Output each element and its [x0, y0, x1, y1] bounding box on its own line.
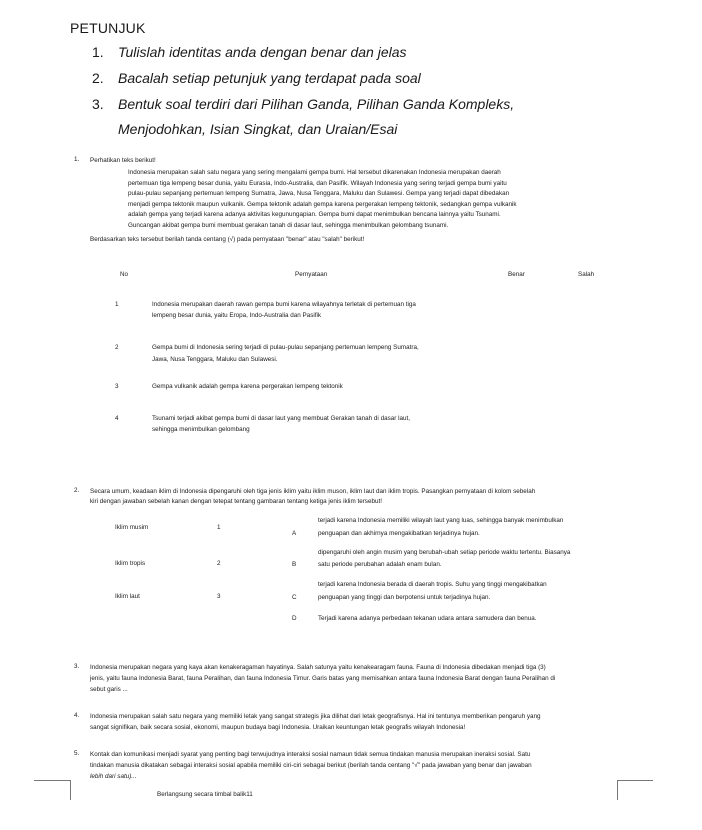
page-title: PETUNJUK [70, 20, 146, 36]
q1-row-text: Gempa bumi di Indonesia sering terjadi di pulau-pulau sepanjang pertemuan lempeng Sumatra, [152, 344, 419, 351]
q2-right-text: penguapan yang tinggi dan berpotensi untuk terjadinya hujan. [318, 594, 491, 601]
q2-right-letter: D [292, 615, 297, 622]
q2-intro-line: kiri dengan jawaban sebelah kanan dengan tetepat tentang gambaran tentang ketiga jenis iklim tersebut! [90, 498, 382, 505]
q2-left-label: Iklim musim [115, 524, 149, 531]
q1-paragraph-line: menjadi gempa tektonik maupun vulkanik. Gempa tektonik adalah gempa karena pergerakan lempeng tektonik, sedangkan gempa vulkanik [128, 200, 517, 208]
q1-instruction: Berdasarkan teks tersebut berilah tanda centang (√) pada pernyataan "benar" atau "salah" berikut! [90, 236, 365, 243]
instruction-2-text: Bacalah setiap petunjuk yang terdapat pada soal [118, 70, 421, 86]
q2-left-label: Iklim tropis [115, 560, 146, 567]
instruction-3-text: Bentuk soal terdiri dari Pilihan Ganda, Pilihan Ganda Kompleks, [118, 96, 515, 112]
corner-mark-left-top [34, 780, 70, 781]
instruction-2-num: 2. [92, 70, 104, 86]
q1-number: 1. [74, 156, 80, 163]
q2-left-number: 2 [217, 560, 221, 567]
instruction-2 [92, 70, 421, 86]
q5-number: 5. [74, 750, 80, 757]
continued-text: Berlangsung secara timbal balik11 [157, 791, 253, 798]
q2-left-number: 3 [217, 593, 221, 600]
q4-number: 4. [74, 712, 80, 719]
instruction-1 [92, 44, 407, 60]
q1-header-statement: Pernyataan [295, 271, 328, 278]
q2-right-text: dipengaruhi oleh angin musim yang berubah-ubah setiap periode waktu tertentu. Biasanya [318, 549, 571, 556]
corner-mark-left [34, 780, 71, 800]
instruction-3-num: 3. [92, 96, 104, 112]
q1-row-text: Jawa, Nusa Tenggara, Maluku dan Sulawesi. [152, 356, 278, 363]
corner-mark-right-top [617, 780, 653, 781]
q2-right-text: terjadi karena Indonesia berada di daerah tropis. Suhu yang tinggi mengakibatkan [318, 581, 547, 588]
q1-row-text: sehingga menimbulkan gelombang [152, 426, 250, 433]
q2-right-text: satu periode perubahan adalah enam bulan. [318, 561, 442, 568]
q1-paragraph-line: pertemuan tiga lempeng besar dunia, yaitu Eurasia, Indo-Australia, dan Pasifik. Wilayah Indonesia yang sering terjadi gempa bumi yaitu [128, 179, 507, 187]
q1-header-true: Benar [508, 271, 525, 278]
q1-paragraph-line: pulau-pulau sepanjang pertemuan lempeng Sumatra, Jawa, Nusa Tenggara, Maluku dan Sulawesi. Gempa yang terjadi dapat dibedakan [128, 190, 510, 198]
q4-line: sangat signifikan, baik secara sosial, ekonomi, maupun budaya bagi Indonesia. Uraikan keuntungan letak geografis wilayah Indonesia! [90, 724, 466, 731]
q2-left-number: 1 [217, 524, 221, 531]
corner-mark-right [617, 780, 654, 800]
q1-header-no: No [120, 271, 129, 278]
q3-number: 3. [74, 663, 80, 670]
q1-paragraph-line: Indonesia merupakan salah satu negara yang sering mengalami gempa bumi. Hal tersebut dikarenakan Indonesia merupakan daerah [128, 169, 501, 176]
instruction-3 [92, 96, 514, 112]
q1-row-text: Tsunami terjadi akibat gempa bumi di dasar laut yang membuat Gerakan tanah di dasar laut, [152, 415, 410, 422]
q3-line: Indonesia merupakan negara yang kaya akan kenakeragaman hayatinya. Salah satunya yaitu kenakearagam fauna. Fauna di Indonesia dibedakan menjadi tiga (3) [90, 664, 546, 671]
q1-paragraph [128, 168, 606, 232]
instruction-1-num: 1. [92, 44, 104, 60]
q2-right-letter: B [292, 561, 297, 568]
q2-intro-line: Secara umum, keadaan iklim di Indonesia dipengaruhi oleh tiga jenis iklim yaitu iklim muson, iklim laut dan iklim tropis. Pasangkan pernyataan di kolom sebelah [90, 488, 536, 495]
q1-row-text: Gempa vulkanik adalah gempa karena pergerakan lempeng tektonik [152, 383, 343, 390]
q2-right-letter: C [292, 594, 297, 601]
q1-row-number: 4 [115, 415, 119, 422]
q2-number: 2. [74, 487, 80, 494]
q2-right-letter: A [292, 530, 297, 537]
q5-line: tindakan manusia dikatakan sebagai interaksi sosial apabila memiliki ciri-ciri sebagai berikut (berilah tanda centang "√" pada jawaban yang benar dan jawaban [90, 762, 532, 769]
q3-line: sebut garis ... [90, 686, 128, 693]
q3-line: jenis, yaitu fauna Indonesia Barat, fauna Peralihan, dan fauna Indonesia Timur. Garis batas yang memisahkan antara fauna Indonesia Barat dengan fauna Peralihan di [90, 675, 556, 682]
q1-paragraph-line: adalah gempa yang terjadi karena adanya aktivitas kegunungapian. Gempa bumi dapat menimbulkan bencana lainnya yaitu Tsunami. [128, 211, 501, 219]
q1-row-text: lempeng besar dunia, yaitu Eropa, Indo-Australia dan Pasifik [152, 312, 322, 319]
q1-paragraph-line: Guncangan akibat gempa bumi membuat gerakan tanah di dasar laut, sehingga menimbulkan gelombang tsunami. [128, 221, 449, 229]
q2-left-label: Iklim laut [115, 593, 140, 600]
q5-line: Kontak dan komunikasi menjadi syarat yang penting bagi terwujudnya interaksi sosial namaun tidak semua tindakan manusia merupakan ineraksi sosial. Satu [90, 751, 531, 758]
q1-row-number: 3 [115, 383, 119, 390]
q1-row-number: 2 [115, 344, 119, 351]
instruction-1-text: Tulislah identitas anda dengan benar dan jelas [118, 44, 407, 60]
q5-last-line: lebih dari satu)... [90, 773, 137, 780]
q2-right-text: Terjadi karena adanya perbedaan tekanan udara antara samudera dan benua. [318, 615, 537, 622]
q2-right-text: terjadi karena Indonesia memiliki wilayah laut yang luas, sehingga banyak menimbulkan [318, 517, 564, 524]
q4-line: Indonesia merupakan salah satu negara yang memiliki letak yang sangat strategis jika dilihat dari letak geografisnya. Hal ini tentunya memberikan pengaruh yang [90, 713, 541, 720]
q1-row-text: Indonesia merupakan daerah rawan gempa bumi karena wilayahnya terletak di pertemuan tiga [152, 301, 416, 308]
q1-intro: Perhatikan teks berikut! [90, 157, 156, 164]
q2-right-text: penguapan dan akhirnya mengakibatkan terjadinya hujan. [318, 530, 480, 537]
instruction-3-continued: Menjodohkan, Isian Singkat, dan Uraian/Esai [118, 121, 398, 137]
q1-row-number: 1 [115, 301, 119, 308]
q1-header-false: Salah [578, 271, 595, 278]
